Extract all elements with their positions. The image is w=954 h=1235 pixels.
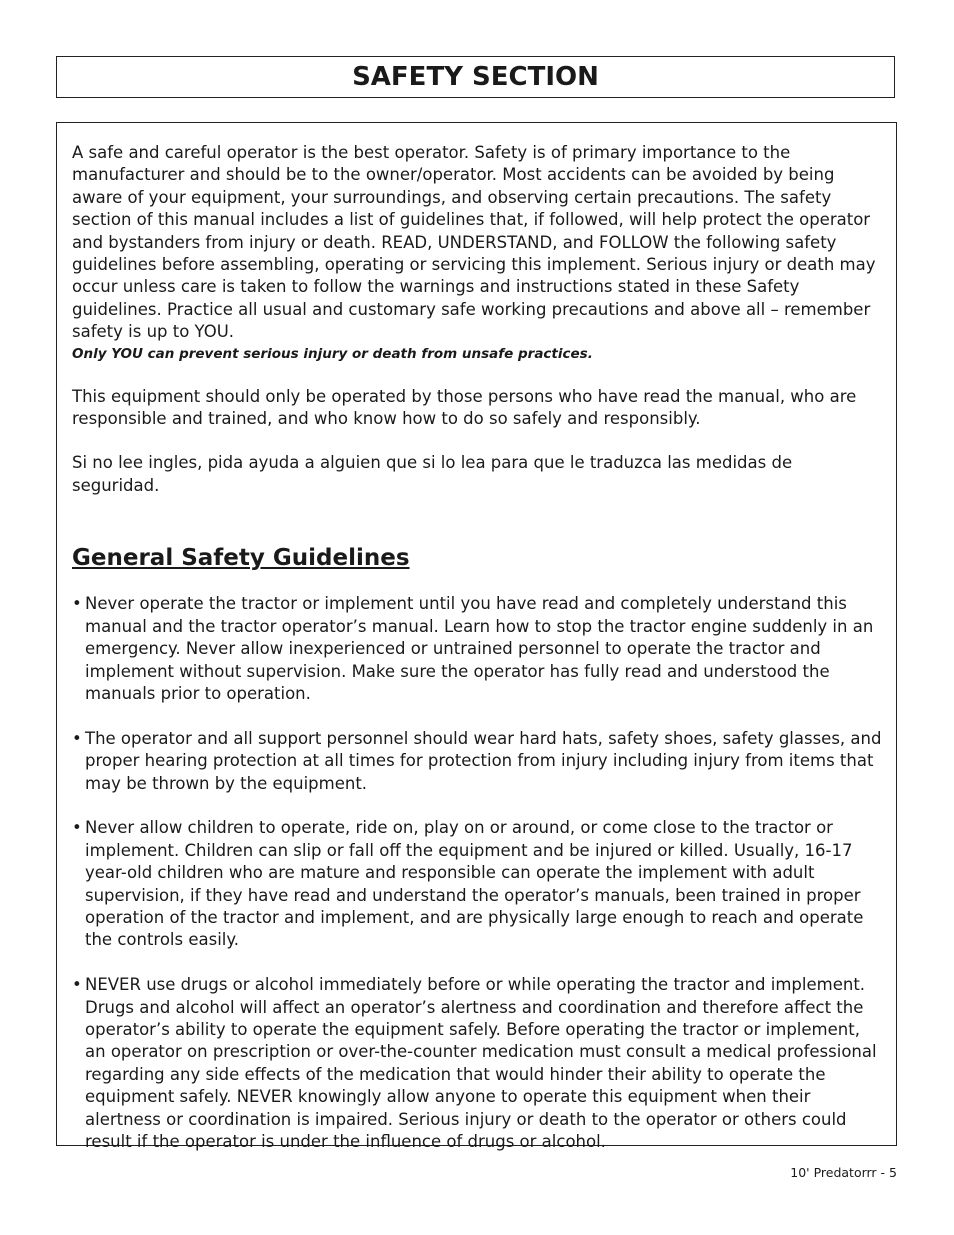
section-title-box [56,56,895,98]
list-item-text: Never allow children to operate, ride on, play on or around, or come close to the tractor or implement. Children can slip or fall off the equipment and be injured or killed. Usually, 16-17 year-old children who are mature and responsible can operate the implement with adult supervision, if they have read and understand the operator’s manuals, been trained in proper operation of the tractor and implement, and are physically large enough to reach and operate the controls easily. [85,818,864,950]
list-item-text: NEVER use drugs or alcohol immediately before or while operating the tractor and implement. Drugs and alcohol will affect an operator’s alertness and coordination and therefore affect the operator’s ability to operate the equipment safely. Before operating the tractor or implement, an operator on prescription or over-the-counter medication must consult a medical professional regarding any side effects of the medication that would hinder their ability to operate the equipment safely. NEVER knowingly allow anyone to operate this equipment when their alertness or coordination is impaired. Serious injury or death to the operator or others could result if the operator is under the influence of drugs or alcohol. [85,975,877,1151]
bullet-icon: • [72,594,82,614]
bullet-icon: • [72,818,82,838]
operator-requirement-paragraph: This equipment should only be operated by those persons who have read the manual, who are responsible and trained, and who know how to do so safely and responsibly. [72,386,857,429]
intro-paragraph: A safe and careful operator is the best operator. Safety is of primary importance to the manufacturer and should be to the owner/operator. Most accidents can be avoided by being aware of your equipment, your surroundings, and observing certain precautions. The safety section of this manual includes a list of guidelines that, if followed, will help protect the operator and bystanders from injury or death. READ, UNDERSTAND, and FOLLOW the following safety guidelines before assembling, operating or servicing this implement. Serious injury or death may occur unless care is taken to follow the warnings and instructions stated in these Safety guidelines. Practice all usual and customary safe working precautions and above all – remember safety is up to YOU. [72,143,876,342]
page-footer: 10' Predatorrr - 5 [790,1165,897,1180]
list-item [72,817,882,951]
list-item-text: The operator and all support personnel should wear hard hats, safety shoes, safety glasses, and proper hearing protection at all times for protection from injury including injury from items that may be thrown by the equipment. [85,728,882,793]
list-item [72,593,882,705]
list-item [72,728,882,795]
bullet-icon: • [72,728,82,748]
guidelines-list [72,593,882,1153]
page-title: SAFETY SECTION [352,62,599,92]
bullet-icon: • [72,975,82,995]
spanish-notice-paragraph: Si no lee ingles, pida ayuda a alguien que si lo lea para que le traduzca las medidas de seguridad. [72,453,793,495]
list-item [72,974,882,1153]
content-box [56,122,897,1151]
list-item-text: Never operate the tractor or implement until you have read and completely understand this manual and the tractor operator’s manual. Learn how to stop the tractor engine suddenly in an emergency. Never allow inexperienced or untrained personnel to operate the tractor and implement without supervision. Make sure the operator has fully read and understood the manuals prior to operation. [85,594,874,703]
emphasis-line: Only YOU can prevent serious injury or death from unsafe practices. [72,345,593,362]
general-guidelines-heading: General Safety Guidelines [72,545,410,572]
